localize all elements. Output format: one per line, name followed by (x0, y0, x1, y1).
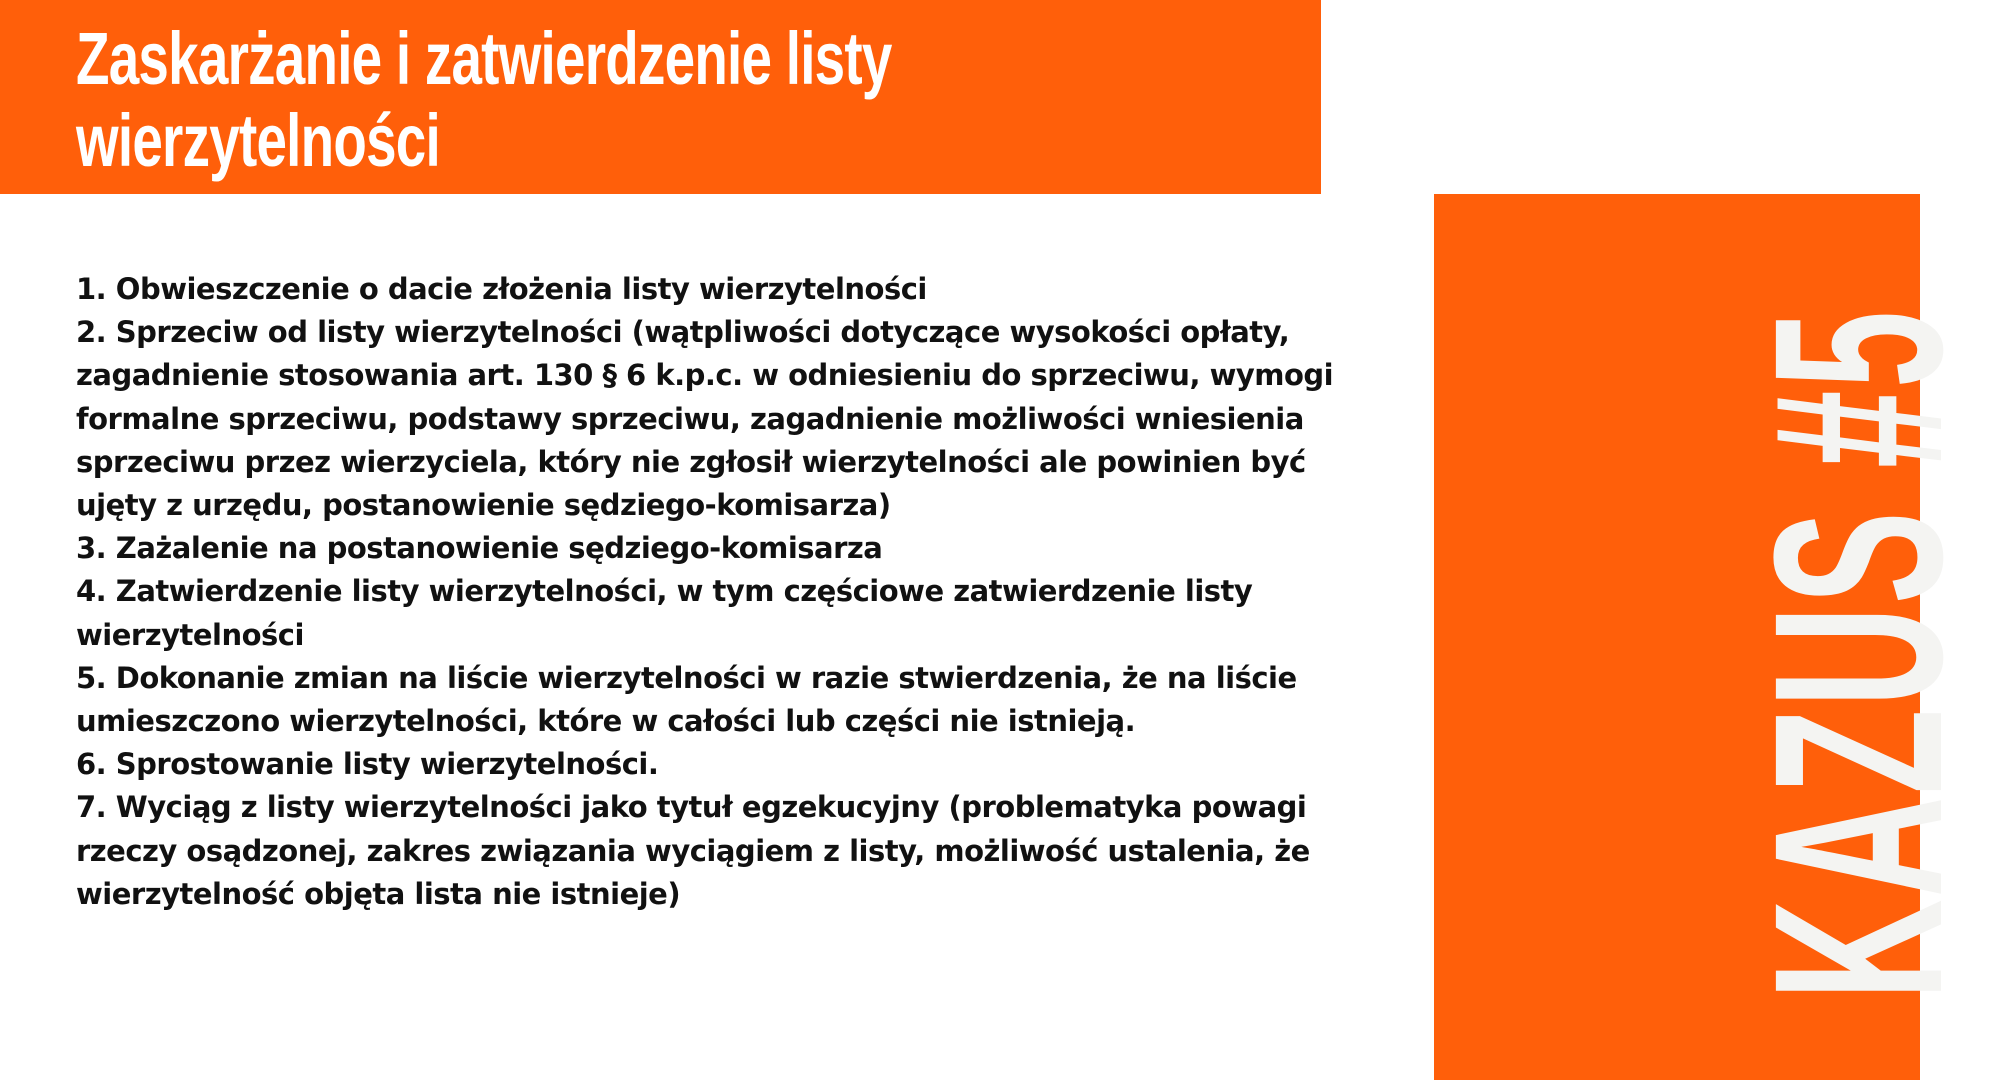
topic-list (76, 268, 1346, 916)
list-item: 1. Obwieszczenie o dacie złożenia listy wierzytelności (76, 272, 927, 306)
slide-title-line-1: Zaskarżanie i zatwierdzenie listy (76, 17, 892, 100)
list-item: 2. Sprzeciw od listy wierzytelności (wątpliwości dotyczące wysokości opłaty, zagadnienie stosowania art. 130 § 6 k.p.c. w odniesieniu do sprzeciwu, wymogi formalne sprzeciwu, podstawy sprzeciwu, zagadnienie możliwości wniesienia sprzeciwu przez wierzyciela, który nie zgłosił wierzytelności ale powinien być ujęty z urzędu, postanowienie sędziego-komisarza) (76, 315, 1334, 523)
case-label (1724, 0, 1992, 1000)
list-item: 6. Sprostowanie listy wierzytelności. (76, 747, 659, 782)
slide-title (76, 18, 892, 182)
list-item: 3. Zażalenie na postanowienie sędziego-komisarza (76, 531, 883, 566)
list-item: 5. Dokonanie zmian na liście wierzytelności w razie stwierdzenia, że na liście umieszczono wierzytelności, które w całości lub części nie istnieją. (76, 660, 1297, 739)
list-item: 4. Zatwierdzenie listy wierzytelności, w tym częściowe zatwierdzenie listy wierzytelności (76, 574, 1253, 652)
title-bar (0, 0, 1321, 194)
slide-title-line-2: wierzytelności (76, 99, 440, 182)
case-label-text: KAZUS #5 (1724, 308, 1992, 1000)
list-item: 7. Wyciąg z listy wierzytelności jako tytuł egzekucyjny (problematyka powagi rzeczy osądzonej, zakres związania wyciągiem z listy, możliwość ustalenia, że wierzytelność objęta lista nie istnieje) (76, 790, 1310, 911)
